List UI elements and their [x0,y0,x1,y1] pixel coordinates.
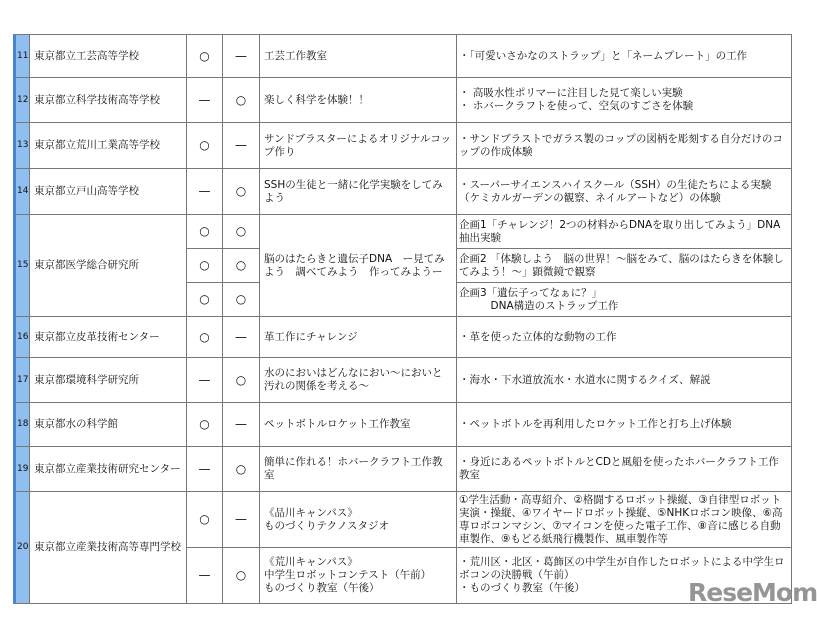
program-description: ・サンドブラストでガラス製のコップの図柄を彫刻する自分だけのコップの作成体験 [457,123,792,169]
program-title: サンドブラスターによるオリジナルコップ作り [260,123,457,169]
mark-col-1: ○ [187,249,223,283]
table-row [15,492,792,548]
mark-col-2: ○ [223,169,260,215]
mark-col-2: ○ [223,78,260,123]
table-row [15,358,792,403]
institution-name: 東京都環境科学研究所 [30,358,187,403]
program-title: 《品川キャンパス》 ものづくりテクノスタジオ [260,492,457,548]
table-row [15,169,792,215]
row-number: 20 [15,492,30,604]
mark-col-2: — [223,403,260,447]
table-row [15,123,792,169]
row-number: 13 [15,123,30,169]
table-row [15,403,792,447]
program-title: 水のにおいはどんなにおい～においと汚れの関係を考える～ [260,358,457,403]
mark-col-2: ○ [223,548,260,604]
mark-col-1: ○ [187,123,223,169]
program-description: 企画1「チャレンジ！2つの材料からDNAを取り出してみよう」DNA抽出実験 [457,215,792,249]
institution-name: 東京都医学総合研究所 [30,215,187,317]
mark-col-1: — [187,78,223,123]
event-table [13,34,792,604]
mark-col-1: ○ [187,492,223,548]
row-number: 14 [15,169,30,215]
mark-col-2: — [223,123,260,169]
program-title: SSHの生徒と一緒に化学実験をしてみよう [260,169,457,215]
program-description: ・ 高吸水性ポリマーに注目した見て楽しい実験 ・ ホバークラフトを使って、空気のすごさを体験 [457,78,792,123]
row-number: 15 [15,215,30,317]
mark-col-1: ○ [187,35,223,78]
mark-col-1: — [187,447,223,492]
program-title: 簡単に作れる！ホバークラフト工作教室 [260,447,457,492]
mark-col-2: ○ [223,358,260,403]
mark-col-2: ○ [223,283,260,317]
mark-col-1: — [187,169,223,215]
institution-name: 東京都立産業技術研究センター [30,447,187,492]
row-number: 18 [15,403,30,447]
program-description: 企画2 「体験しよう 脳の世界！～脳をみて、脳のはたらきを体験してみよう！～」顕微鏡で観察 [457,249,792,283]
table-row [15,447,792,492]
row-number: 12 [15,78,30,123]
program-title: 楽しく科学を体験！！ [260,78,457,123]
table-row [15,35,792,78]
program-title: ペットボトルロケット工作教室 [260,403,457,447]
mark-col-1: ○ [187,317,223,358]
program-description: ・革を使った立体的な動物の工作 [457,317,792,358]
program-description: ・ペットボトルを再利用したロケット工作と打ち上げ体験 [457,403,792,447]
mark-col-2: — [223,35,260,78]
row-number: 11 [15,35,30,78]
mark-col-1: — [187,548,223,604]
mark-col-2: ○ [223,249,260,283]
program-title: 革工作にチャレンジ [260,317,457,358]
row-number: 16 [15,317,30,358]
program-description: ①学生活動・高専紹介、②格闘するロボット操縦、③自律型ロボット実演・操縦、④ワイヤードロボット操縦、⑤NHKロボコン映像、⑥高専ロボコンマシン、⑦マイコンを使った電子工作、⑧音に感じる自動車製作、⑨もどる紙飛行機製作、風車製作等 [457,492,792,548]
program-title: 脳のはたらきと遺伝子DNA ー見てみよう 調べてみよう 作ってみようー [260,215,457,317]
mark-col-2: ○ [223,215,260,249]
table-row [15,215,792,249]
mark-col-1: ○ [187,215,223,249]
mark-col-1: ○ [187,403,223,447]
institution-name: 東京都立戸山高等学校 [30,169,187,215]
institution-name: 東京都立科学技術高等学校 [30,78,187,123]
institution-name: 東京都立皮革技術センター [30,317,187,358]
mark-col-2: — [223,317,260,358]
institution-name: 東京都立荒川工業高等学校 [30,123,187,169]
row-number: 17 [15,358,30,403]
institution-name: 東京都立工芸高等学校 [30,35,187,78]
program-description: ・スーパーサイエンスハイスクール（SSH）の生徒たちによる実験（ケミカルガーデンの観察、ネイルアートなど）の体験 [457,169,792,215]
program-description: ・身近にあるペットボトルとCDと風船を使ったホバークラフト工作教室 [457,447,792,492]
row-number: 19 [15,447,30,492]
program-description: ・「可愛いさかなのストラップ」と「ネームプレート」の工作 [457,35,792,78]
mark-col-1: — [187,358,223,403]
program-description: ・荒川区・北区・葛飾区の中学生が自作したロボットによる中学生ロボコンの決勝戦（午前） ・ものづくり教室（午後） [457,548,792,604]
program-title: 工芸工作教室 [260,35,457,78]
table-row [15,317,792,358]
program-description: ・海水・下水道放流水・水道水に関するクイズ、解説 [457,358,792,403]
table-row [15,78,792,123]
program-description: 企画3「遺伝子ってなぁに？」 DNA構造のストラップ工作 [457,283,792,317]
mark-col-2: — [223,492,260,548]
program-title: 《荒川キャンパス》 中学生ロボットコンテスト（午前） ものづくり教室（午後） [260,548,457,604]
mark-col-1: ○ [187,283,223,317]
institution-name: 東京都水の科学館 [30,403,187,447]
mark-col-2: ○ [223,447,260,492]
resemom-watermark-logo: ReseMom [688,578,817,607]
institution-name: 東京都立産業技術高等専門学校 [30,492,187,604]
